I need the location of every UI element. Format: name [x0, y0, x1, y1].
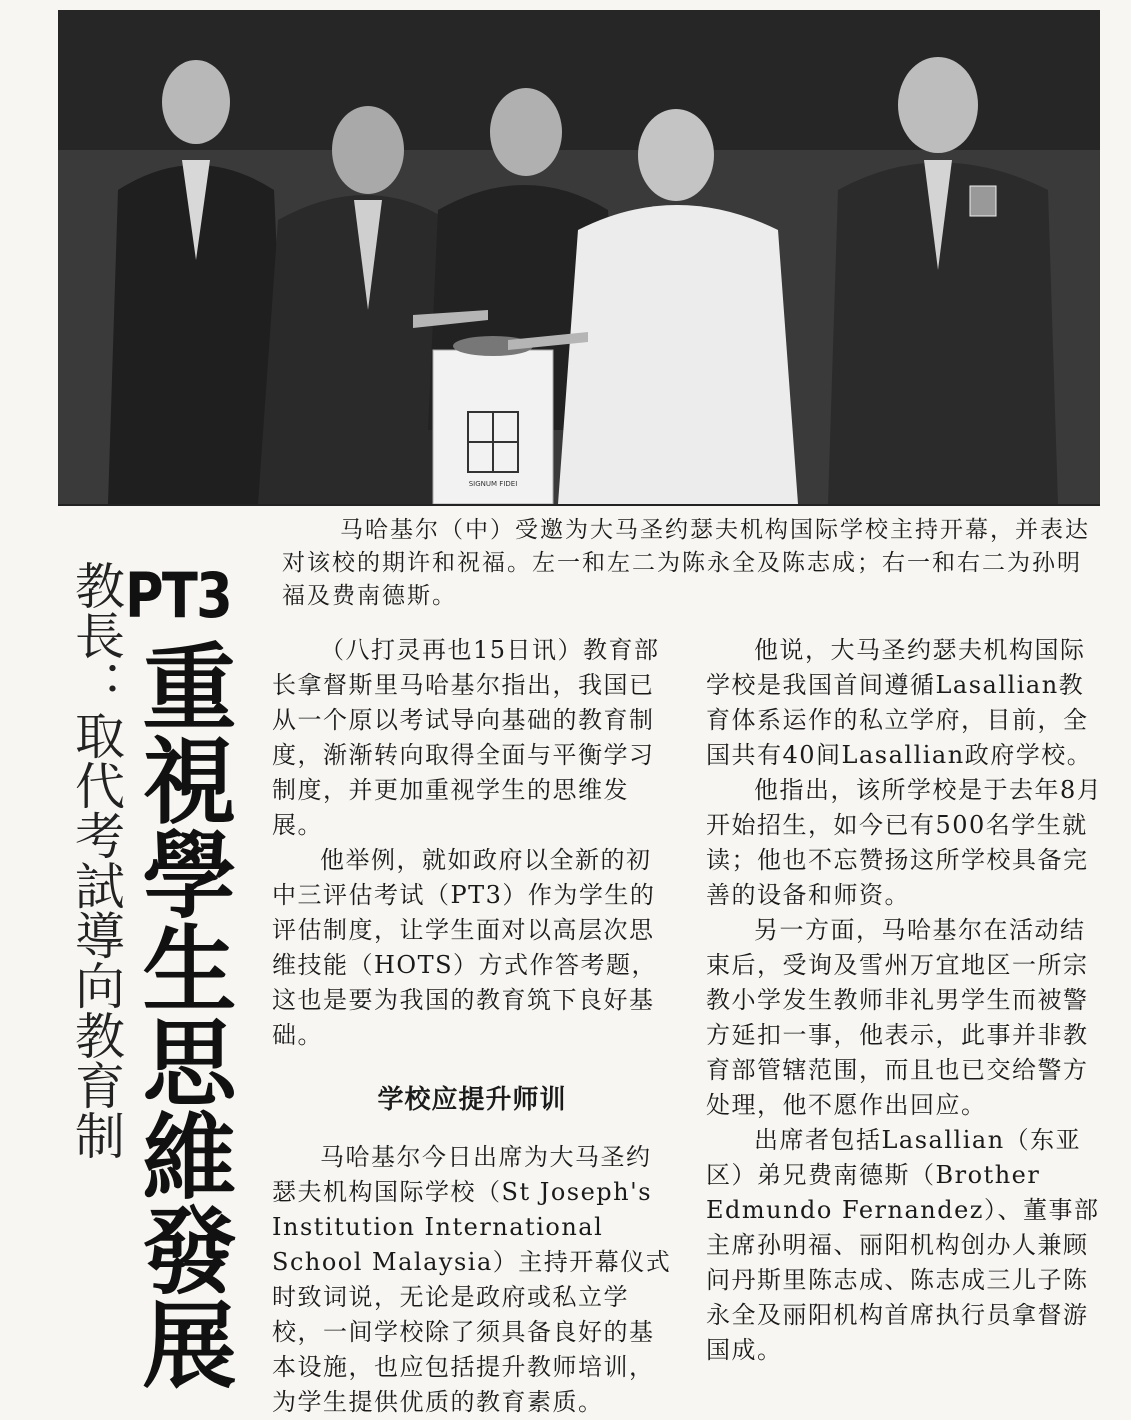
- paragraph: 马哈基尔今日出席为大马圣约瑟夫机构国际学校（St Joseph's Institution International School Malaysia）主持开幕仪式时致词说，无论是政府或私立学校，一间学校除了须具备良好的基本设施，也应包括提升教师培训，为学生提供优质的教育素质。: [272, 1143, 672, 1416]
- photo-caption: 马哈基尔（中）受邀为大马圣约瑟夫机构国际学校主持开幕，并表达对该校的期许和祝福。左一和左二为陈永全及陈志成；右一和右二为孙明福及费南德斯。: [282, 517, 1090, 609]
- main-headline: [125, 560, 245, 1390]
- podium-emblem-text: SIGNUM FIDEI: [468, 480, 518, 488]
- podium: [433, 336, 553, 504]
- article-column-1: [272, 633, 672, 1420]
- paragraph: （八打灵再也15日讯）教育部长拿督斯里马哈基尔指出，我国已从一个原以考试导向基础的教育制度，渐渐转向取得全面与平衡学习制度，并更加重视学生的思维发展。: [272, 636, 660, 839]
- news-photo: [58, 10, 1100, 506]
- sub-headline: 教長：取代考試導向教育制: [67, 560, 125, 1160]
- photo-illustration: [58, 10, 1100, 504]
- section-subhead: 学校应提升师训: [377, 1085, 567, 1115]
- paragraph: 另一方面，马哈基尔在活动结束后，受询及雪州万宜地区一所宗教小学发生教师非礼男学生而被警方延扣一事，他表示，此事并非教育部管辖范围，而且也已交给警方处理，他不愿作出回应。: [706, 916, 1089, 1119]
- paragraph: 他说，大马圣约瑟夫机构国际学校是我国首间遵循Lasallian教育体系运作的私立学府，目前，全国共有40间Lasallian政府学校。: [706, 636, 1093, 769]
- headline-lead: PT3: [125, 559, 232, 632]
- paragraph: 他举例，就如政府以全新的初中三评估考试（PT3）作为学生的评估制度，让学生面对以高层次思维技能（HOTS）方式作答考题，这也是要为我国的教育筑下良好基础。: [272, 846, 658, 1049]
- headline-main: 重視學生思維發展: [126, 638, 235, 1390]
- paragraph: 出席者包括Lasallian（东亚区）弟兄费南德斯（Brother Edmundo Fernandez）、董事部主席孙明福、丽阳机构创办人兼顾问丹斯里陈志成、陈志成三儿子陈永全及丽阳机构首席执行员拿督游国成。: [706, 1126, 1100, 1364]
- article-column-2: [706, 633, 1104, 1368]
- paragraph: 他指出，该所学校是于去年8月开始招生，如今已有500名学生就读；他也不忘赞扬这所学校具备完善的设备和师资。: [706, 776, 1103, 909]
